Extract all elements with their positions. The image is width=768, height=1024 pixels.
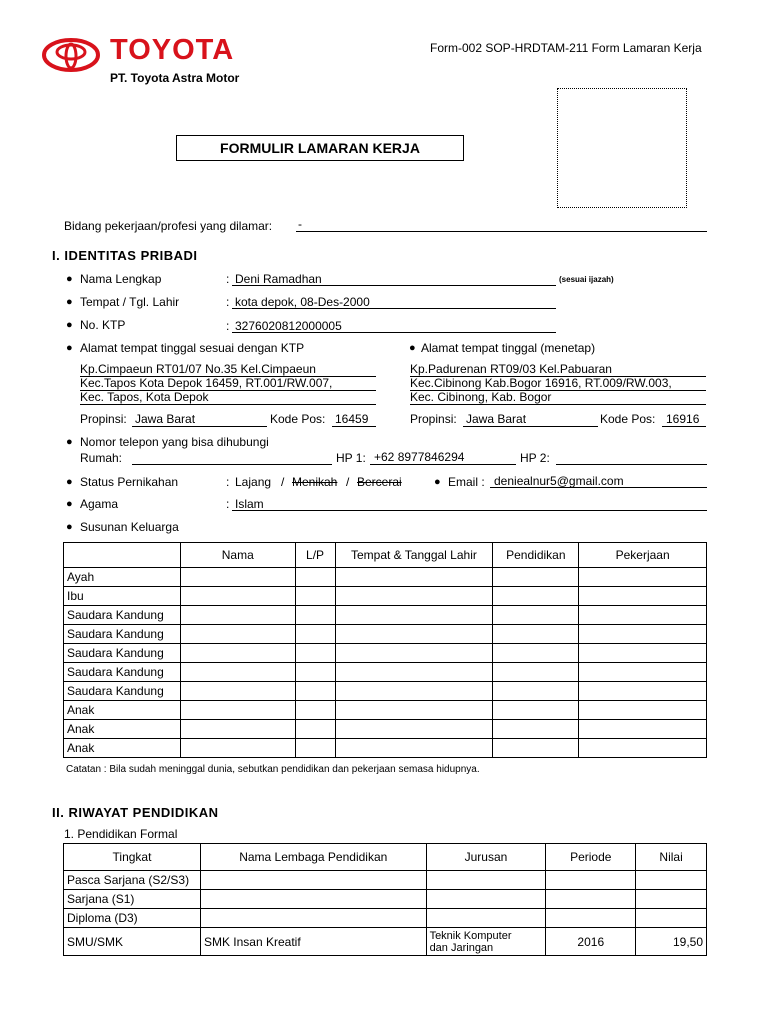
hp2-line[interactable] — [556, 464, 707, 465]
bullet: ● — [409, 342, 416, 354]
education-input-cell[interactable] — [426, 871, 546, 890]
education-input-cell[interactable] — [636, 909, 707, 928]
family-input-cell[interactable] — [493, 587, 579, 606]
table-header-cell: Periode — [546, 844, 636, 871]
bullet: ● — [66, 342, 73, 354]
table-header-cell: Tingkat — [64, 844, 201, 871]
addr-ktp-line: Kec.Tapos Kota Depok 16459, RT.001/RW.007, — [80, 377, 376, 391]
bullet: ● — [66, 273, 73, 285]
table-row — [64, 871, 707, 890]
family-input-cell[interactable] — [493, 701, 579, 720]
phone-label: Nomor telepon yang bisa dihubungi — [80, 435, 269, 449]
religion-label: Agama — [80, 497, 119, 511]
family-input-cell[interactable] — [180, 587, 295, 606]
family-input-cell[interactable] — [180, 663, 295, 682]
education-level-cell: Diploma (D3) — [64, 909, 201, 928]
family-input-cell[interactable] — [180, 568, 295, 587]
family-input-cell[interactable] — [180, 644, 295, 663]
family-input-cell[interactable] — [295, 739, 335, 758]
family-input-cell[interactable] — [493, 644, 579, 663]
family-note: Catatan : Bila sudah meninggal dunia, sebutkan pendidikan dan pekerjaan semasa hidupnya. — [66, 764, 480, 775]
table-header-cell: Nilai — [636, 844, 707, 871]
form-title: FORMULIR LAMARAN KERJA — [176, 135, 464, 161]
toyota-logo-icon — [42, 38, 100, 72]
section-identitas-heading: I. IDENTITAS PRIBADI — [52, 248, 198, 263]
addr-cur-line: Kp.Padurenan RT09/03 Kel.Pabuaran — [410, 363, 706, 377]
prov-ktp-label: Propinsi: — [80, 412, 127, 426]
bullet: ● — [66, 296, 73, 308]
bullet: ● — [66, 476, 73, 488]
table-header-cell: Pekerjaan — [579, 543, 707, 568]
education-input-cell[interactable] — [636, 890, 707, 909]
family-input-cell[interactable] — [579, 568, 707, 587]
family-input-cell[interactable] — [579, 587, 707, 606]
education-input-cell[interactable] — [200, 909, 426, 928]
education-major-line: dan Jaringan — [429, 941, 494, 954]
family-input-cell[interactable] — [335, 587, 493, 606]
brand-name: TOYOTA — [110, 34, 235, 66]
family-input-cell[interactable] — [335, 739, 493, 758]
family-input-cell[interactable] — [579, 682, 707, 701]
prov-cur-value[interactable]: Jawa Barat — [466, 412, 527, 426]
family-input-cell[interactable] — [493, 606, 579, 625]
slash: / — [346, 475, 350, 489]
table-header-cell: Tempat & Tanggal Lahir — [335, 543, 493, 568]
kode-ktp-line — [332, 426, 376, 427]
education-school-cell[interactable]: SMK Insan Kreatif — [200, 928, 426, 956]
ktp-label: No. KTP — [80, 318, 126, 332]
family-relation-cell: Saudara Kandung — [64, 625, 181, 644]
family-relation-cell: Anak — [64, 701, 181, 720]
birth-label: Tempat / Tgl. Lahir — [80, 295, 180, 309]
religion-line — [232, 510, 707, 511]
position-value[interactable]: - — [298, 217, 302, 231]
prov-ktp-line — [132, 426, 267, 427]
addr-ktp-label: Alamat tempat tinggal sesuai dengan KTP — [80, 341, 305, 355]
family-input-cell[interactable] — [493, 568, 579, 587]
family-relation-cell: Saudara Kandung — [64, 682, 181, 701]
family-input-cell[interactable] — [335, 625, 493, 644]
family-input-cell[interactable] — [295, 587, 335, 606]
education-input-cell[interactable] — [200, 890, 426, 909]
name-note: (sesuai ijazah) — [559, 275, 614, 284]
religion-value[interactable]: Islam — [235, 497, 264, 511]
rumah-line[interactable] — [132, 464, 332, 465]
marital-label: Status Pernikahan — [80, 475, 179, 489]
section-pendidikan-heading: II. RIWAYAT PENDIDIKAN — [52, 805, 219, 820]
family-relation-cell: Ibu — [64, 587, 181, 606]
kode-ktp-label: Kode Pos: — [270, 412, 326, 426]
family-input-cell[interactable] — [295, 663, 335, 682]
kode-cur-label: Kode Pos: — [600, 412, 656, 426]
family-input-cell[interactable] — [180, 682, 295, 701]
education-input-cell[interactable] — [426, 890, 546, 909]
table-header-cell: Nama — [180, 543, 295, 568]
ktp-line — [232, 332, 556, 333]
table-header-cell — [64, 543, 181, 568]
email-line — [490, 487, 707, 488]
table-row — [64, 606, 707, 625]
family-input-cell[interactable] — [579, 625, 707, 644]
family-input-cell[interactable] — [493, 663, 579, 682]
email-label: Email : — [448, 475, 485, 489]
education-input-cell[interactable] — [546, 909, 636, 928]
family-input-cell[interactable] — [579, 720, 707, 739]
family-input-cell[interactable] — [579, 701, 707, 720]
marital-option-bercerai[interactable]: Bercerai — [357, 475, 402, 489]
family-input-cell[interactable] — [295, 568, 335, 587]
table-row — [64, 568, 707, 587]
family-input-cell[interactable] — [335, 682, 493, 701]
birth-line — [232, 308, 556, 309]
table-header-cell: Jurusan — [426, 844, 546, 871]
family-input-cell[interactable] — [295, 701, 335, 720]
table-row — [64, 625, 707, 644]
education-period-cell[interactable]: 2016 — [546, 928, 636, 956]
table-row — [64, 587, 707, 606]
table-row — [64, 663, 707, 682]
company-name: PT. Toyota Astra Motor — [110, 71, 240, 85]
education-level-cell: Sarjana (S1) — [64, 890, 201, 909]
name-label: Nama Lengkap — [80, 272, 162, 286]
family-input-cell[interactable] — [180, 625, 295, 644]
family-label: Susunan Keluarga — [80, 520, 179, 534]
formal-education-label: 1. Pendidikan Formal — [64, 827, 178, 841]
family-relation-cell: Anak — [64, 720, 181, 739]
family-input-cell[interactable] — [295, 720, 335, 739]
family-input-cell[interactable] — [579, 739, 707, 758]
education-table — [63, 843, 707, 956]
family-input-cell[interactable] — [295, 606, 335, 625]
addr-ktp-line: Kec. Tapos, Kota Depok — [80, 391, 376, 405]
education-input-cell[interactable] — [636, 871, 707, 890]
kode-cur-line — [662, 426, 706, 427]
colon: : — [226, 295, 230, 309]
family-input-cell[interactable] — [579, 644, 707, 663]
colon: : — [226, 319, 230, 333]
hp1-line — [370, 464, 516, 465]
family-input-cell[interactable] — [493, 739, 579, 758]
addr-ktp-line: Kp.Cimpaeun RT01/07 No.35 Kel.Cimpaeun — [80, 363, 376, 377]
family-input-cell[interactable] — [335, 701, 493, 720]
family-input-cell[interactable] — [180, 720, 295, 739]
education-major-cell[interactable] — [426, 928, 546, 956]
family-input-cell[interactable] — [295, 682, 335, 701]
addr-cur-block[interactable] — [410, 363, 706, 405]
education-input-cell[interactable] — [426, 909, 546, 928]
kode-cur-value[interactable]: 16916 — [666, 412, 700, 426]
family-input-cell[interactable] — [295, 644, 335, 663]
marital-option-lajang[interactable]: Lajang — [235, 475, 272, 489]
family-input-cell[interactable] — [335, 644, 493, 663]
table-row — [64, 928, 707, 956]
colon: : — [226, 497, 230, 511]
education-score-cell[interactable]: 19,50 — [636, 928, 707, 956]
email-value[interactable]: deniealnur5@gmail.com — [494, 474, 624, 488]
family-input-cell[interactable] — [295, 625, 335, 644]
rumah-label: Rumah: — [80, 451, 123, 465]
table-header-cell: Nama Lembaga Pendidikan — [200, 844, 426, 871]
kode-ktp-value[interactable]: 16459 — [335, 412, 369, 426]
family-relation-cell: Ayah — [64, 568, 181, 587]
form-code: Form-002 SOP-HRDTAM-211 Form Lamaran Kerja — [430, 41, 702, 55]
table-row — [64, 682, 707, 701]
prov-ktp-value[interactable]: Jawa Barat — [135, 412, 196, 426]
addr-cur-line: Kec. Cibinong, Kab. Bogor — [410, 391, 706, 405]
bullet: ● — [434, 476, 441, 488]
family-input-cell[interactable] — [335, 720, 493, 739]
education-level-cell: SMU/SMK — [64, 928, 201, 956]
table-row — [64, 909, 707, 928]
prov-cur-line — [463, 426, 598, 427]
marital-option-menikah[interactable]: Menikah — [292, 475, 338, 489]
table-row — [64, 739, 707, 758]
family-input-cell[interactable] — [335, 663, 493, 682]
position-label: Bidang pekerjaan/profesi yang dilamar: — [64, 219, 273, 233]
family-input-cell[interactable] — [579, 606, 707, 625]
hp1-value[interactable]: +62 8977846294 — [374, 450, 465, 464]
family-relation-cell: Saudara Kandung — [64, 606, 181, 625]
name-value[interactable]: Deni Ramadhan — [235, 272, 322, 286]
family-relation-cell: Anak — [64, 739, 181, 758]
family-relation-cell: Saudara Kandung — [64, 663, 181, 682]
education-input-cell[interactable] — [546, 871, 636, 890]
table-header-row — [64, 543, 707, 568]
slash: / — [281, 475, 285, 489]
family-relation-cell: Saudara Kandung — [64, 644, 181, 663]
education-major-line: Teknik Komputer — [429, 929, 512, 942]
family-input-cell[interactable] — [579, 663, 707, 682]
hp1-label: HP 1: — [336, 451, 366, 465]
hp2-label: HP 2: — [520, 451, 550, 465]
education-level-cell: Pasca Sarjana (S2/S3) — [64, 871, 201, 890]
name-line — [232, 285, 556, 286]
bullet: ● — [66, 319, 73, 331]
education-input-cell[interactable] — [546, 890, 636, 909]
position-line — [296, 231, 707, 232]
prov-cur-label: Propinsi: — [410, 412, 457, 426]
table-row — [64, 890, 707, 909]
birth-value[interactable]: kota depok, 08-Des-2000 — [235, 295, 370, 309]
family-input-cell[interactable] — [180, 701, 295, 720]
table-header-cell: Pendidikan — [493, 543, 579, 568]
addr-ktp-block[interactable] — [80, 363, 376, 405]
education-input-cell[interactable] — [200, 871, 426, 890]
family-input-cell[interactable] — [493, 720, 579, 739]
table-header-row — [64, 844, 707, 871]
photo-box[interactable] — [557, 88, 687, 208]
addr-cur-label: Alamat tempat tinggal (menetap) — [421, 341, 596, 355]
family-input-cell[interactable] — [180, 739, 295, 758]
ktp-value[interactable]: 3276020812000005 — [235, 319, 342, 333]
table-row — [64, 720, 707, 739]
colon: : — [226, 475, 230, 489]
colon: : — [226, 272, 230, 286]
table-row — [64, 701, 707, 720]
family-input-cell[interactable] — [180, 606, 295, 625]
bullet: ● — [66, 498, 73, 510]
family-input-cell[interactable] — [493, 625, 579, 644]
family-input-cell[interactable] — [335, 568, 493, 587]
family-input-cell[interactable] — [493, 682, 579, 701]
addr-cur-line: Kec.Cibinong Kab.Bogor 16916, RT.009/RW.003, — [410, 377, 706, 391]
family-table — [63, 542, 707, 758]
family-input-cell[interactable] — [335, 606, 493, 625]
table-row — [64, 644, 707, 663]
bullet: ● — [66, 521, 73, 533]
table-header-cell: L/P — [295, 543, 335, 568]
bullet: ● — [66, 436, 73, 448]
